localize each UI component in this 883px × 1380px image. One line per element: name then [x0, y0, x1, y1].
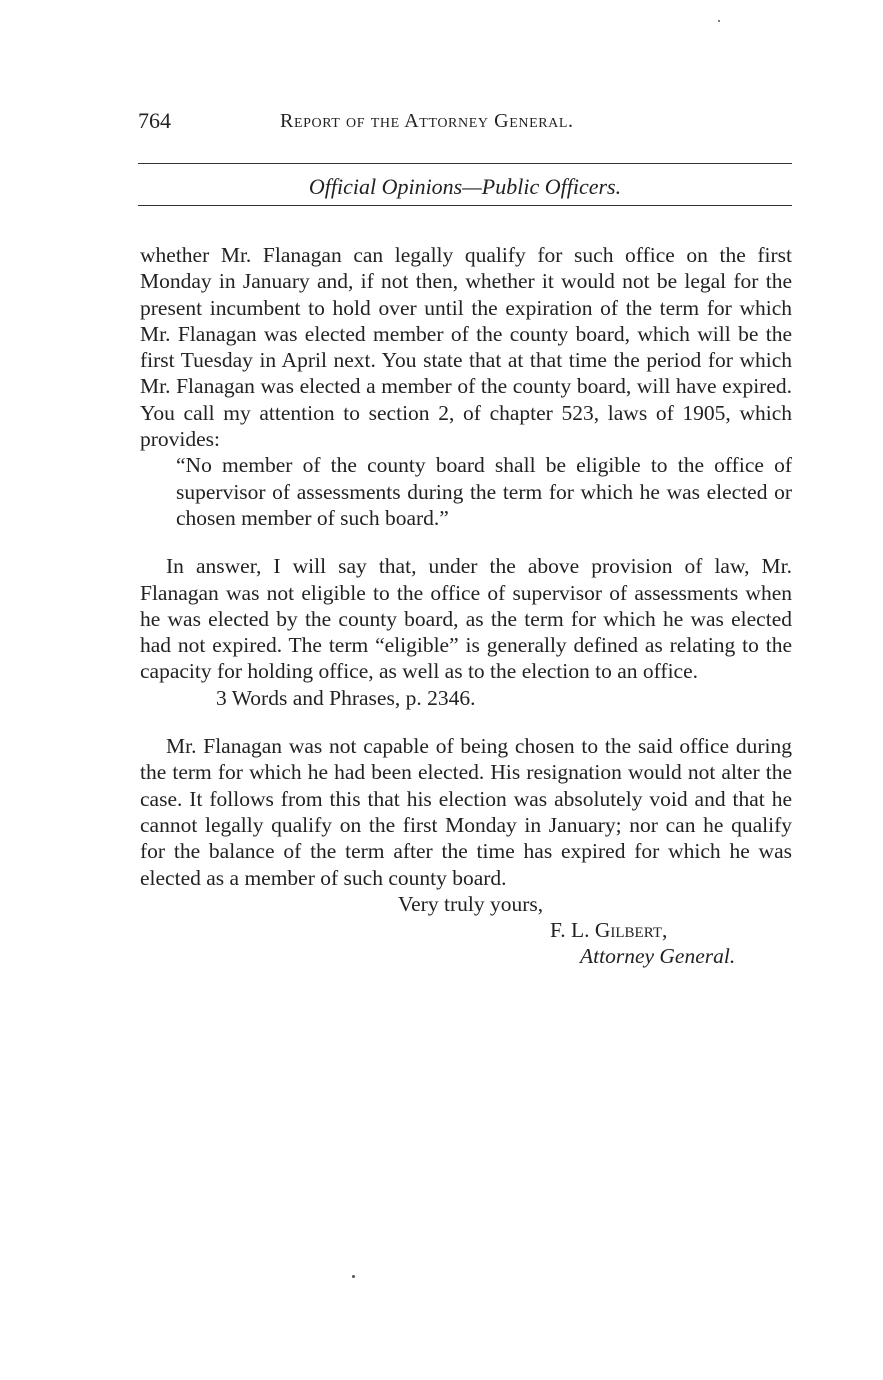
paragraph-3: Mr. Flanagan was not capable of being chosen to the said office during the term for which he had been elected. His resignation would not alter the case. It follows from this that his election was absolutely void and that he cannot legally qualify on the first Monday in January; nor can he qualify for the balance of the term after the time has expired for which he was elected as a member of such county board.: [140, 734, 792, 890]
paper-speck: [718, 20, 720, 22]
header-rule-top: [138, 163, 792, 164]
header-rule-bottom: [138, 205, 792, 206]
running-title: Report of the Attorney General.: [280, 110, 574, 132]
paper-speck: [352, 1275, 355, 1278]
signer-line: [140, 917, 792, 943]
signer-title: Attorney General.: [580, 944, 736, 969]
section-title: Official Opinions—Public Officers.: [308, 174, 622, 199]
closing-salutation: Very truly yours,: [398, 891, 544, 916]
signer-name: F. L. Gilbert,: [550, 918, 668, 943]
paragraph-2: In answer, I will say that, under the above provision of law, Mr. Flanagan was not eligible to the office of supervisor of assessments when he was elected by the county board, as the term for which he was elected had not expired. The term “eligible” is generally defined as relating to the capacity for holding office, as well as to the election to an office.: [140, 554, 792, 684]
page-number: 764: [138, 108, 171, 133]
paragraph-gap: [140, 711, 792, 733]
paragraph-1: whether Mr. Flanagan can legally qualify for such office on the first Monday in January and, if not then, whether it would not be legal for the present incumbent to hold over until the expiration of the term for which Mr. Flanagan was elected member of the county board, which will be the first Tuesday in April next. You state that at that time the period for which Mr. Flanagan was elected a member of the county board, will have expired. You call my attention to section 2, of chapter 523, laws of 1905, which provides:: [140, 243, 792, 452]
statute-quote: “No member of the county board shall be eligible to the office of supervisor of assessments during the term for which he was elected or chosen member of such board.”: [176, 453, 792, 530]
body-text: [140, 242, 792, 970]
citation: 3 Words and Phrases, p. 2346.: [216, 685, 476, 710]
paragraph-gap: [140, 531, 792, 553]
running-head: [138, 108, 794, 138]
